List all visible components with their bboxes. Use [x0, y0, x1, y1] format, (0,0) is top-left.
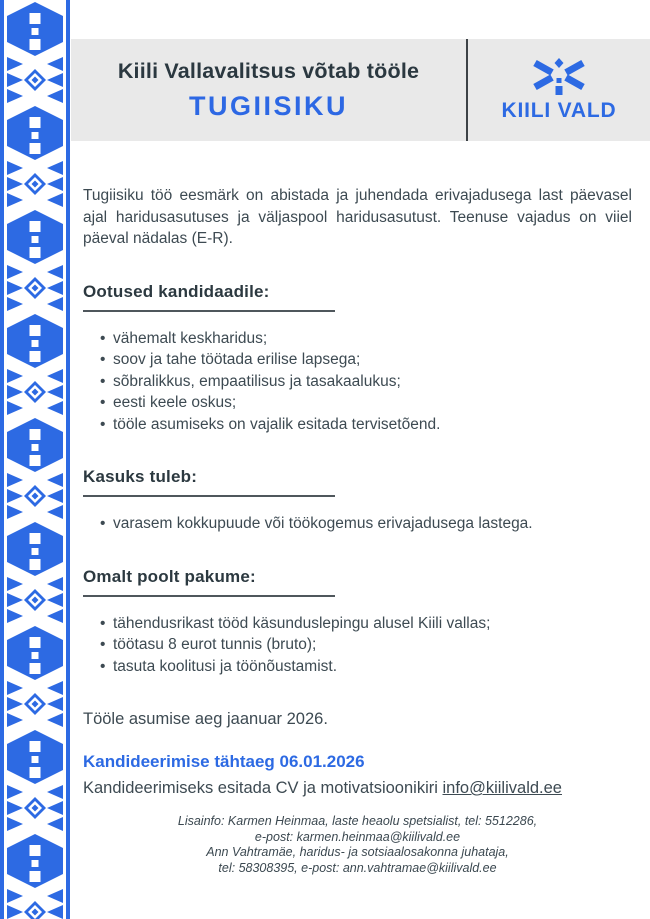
list-item: • tööle asumiseks on vajalik esitada tervisetõend.: [100, 414, 632, 436]
apply-instructions: [83, 777, 632, 800]
header-titles: [71, 39, 466, 141]
footer-line: e-post: karmen.heinmaa@kiilivald.ee: [254, 829, 461, 844]
list-item: • eesti keele oskus;: [100, 392, 632, 414]
list-item: • soov ja tahe töötada erilise lapsega;: [100, 349, 632, 371]
list-item: • vähemalt keskharidus;: [100, 328, 632, 350]
footer-line: Ann Vahtramäe, haridus- ja sotsiaalosakonna juhataja,: [206, 845, 509, 859]
list-item: • sõbralikkus, empaatilisus ja tasakaalukus;: [100, 371, 632, 393]
expectations-list: [83, 328, 632, 436]
section-heading-advantage: [83, 467, 335, 497]
footer-line: tel: 58308395, e-post: ann.vahtramae@kiilivald.ee: [218, 860, 497, 875]
start-date-text: Tööle asumise aeg jaanuar 2026.: [83, 710, 328, 728]
logo-text: KIILI VALD: [501, 99, 617, 122]
org-title: Kiili Vallavalitsus võtab tööle: [117, 58, 420, 83]
contact-footer: [83, 814, 632, 876]
offer-list: [83, 613, 632, 678]
section-heading-label: Ootused kandidaadile:: [83, 281, 270, 301]
section-heading-label: Kasuks tuleb:: [83, 467, 198, 486]
list-item: • töötasu 8 eurot tunnis (bruto);: [100, 634, 632, 656]
content-column: [71, 141, 650, 876]
intro-paragraph: Tugiisiku töö eesmärk on abistada ja juhendada erivajadusega last päevasel ajal haridusasutuses ja väljaspool haridusasutust. Teenuse vajadus on viiel päeval nädalas (E-R).: [83, 187, 632, 247]
apply-text: Kandideerimiseks esitada CV ja motivatsioonikiri: [83, 779, 443, 797]
list-item: • tähendusrikast tööd käsunduslepingu alusel Kiili vallas;: [100, 613, 632, 635]
section-heading-expectations: [83, 282, 335, 312]
footer-line: Lisainfo: Karmen Heinmaa, laste heaolu spetsialist, tel: 5512286,: [177, 814, 538, 828]
kiili-vald-logo: [468, 39, 650, 141]
list-item: • tasuta koolitusi ja töönõustamist.: [100, 656, 632, 678]
list-item: • varasem kokkupuude või töökogemus erivajadusega lastega.: [100, 513, 632, 535]
advantage-list: [83, 513, 632, 535]
header-panel: [71, 39, 650, 141]
section-heading-offer: [83, 567, 335, 597]
position-title: TUGIISIKU: [188, 90, 348, 121]
dragonfly-icon: [532, 57, 586, 95]
apply-email-link[interactable]: info@kiilivald.ee: [442, 779, 562, 797]
section-heading-label: Omalt poolt pakume:: [83, 566, 256, 586]
folk-pattern-border-icon: [0, 0, 70, 919]
deadline-text: Kandideerimise tähtaeg 06.01.2026: [83, 752, 365, 771]
